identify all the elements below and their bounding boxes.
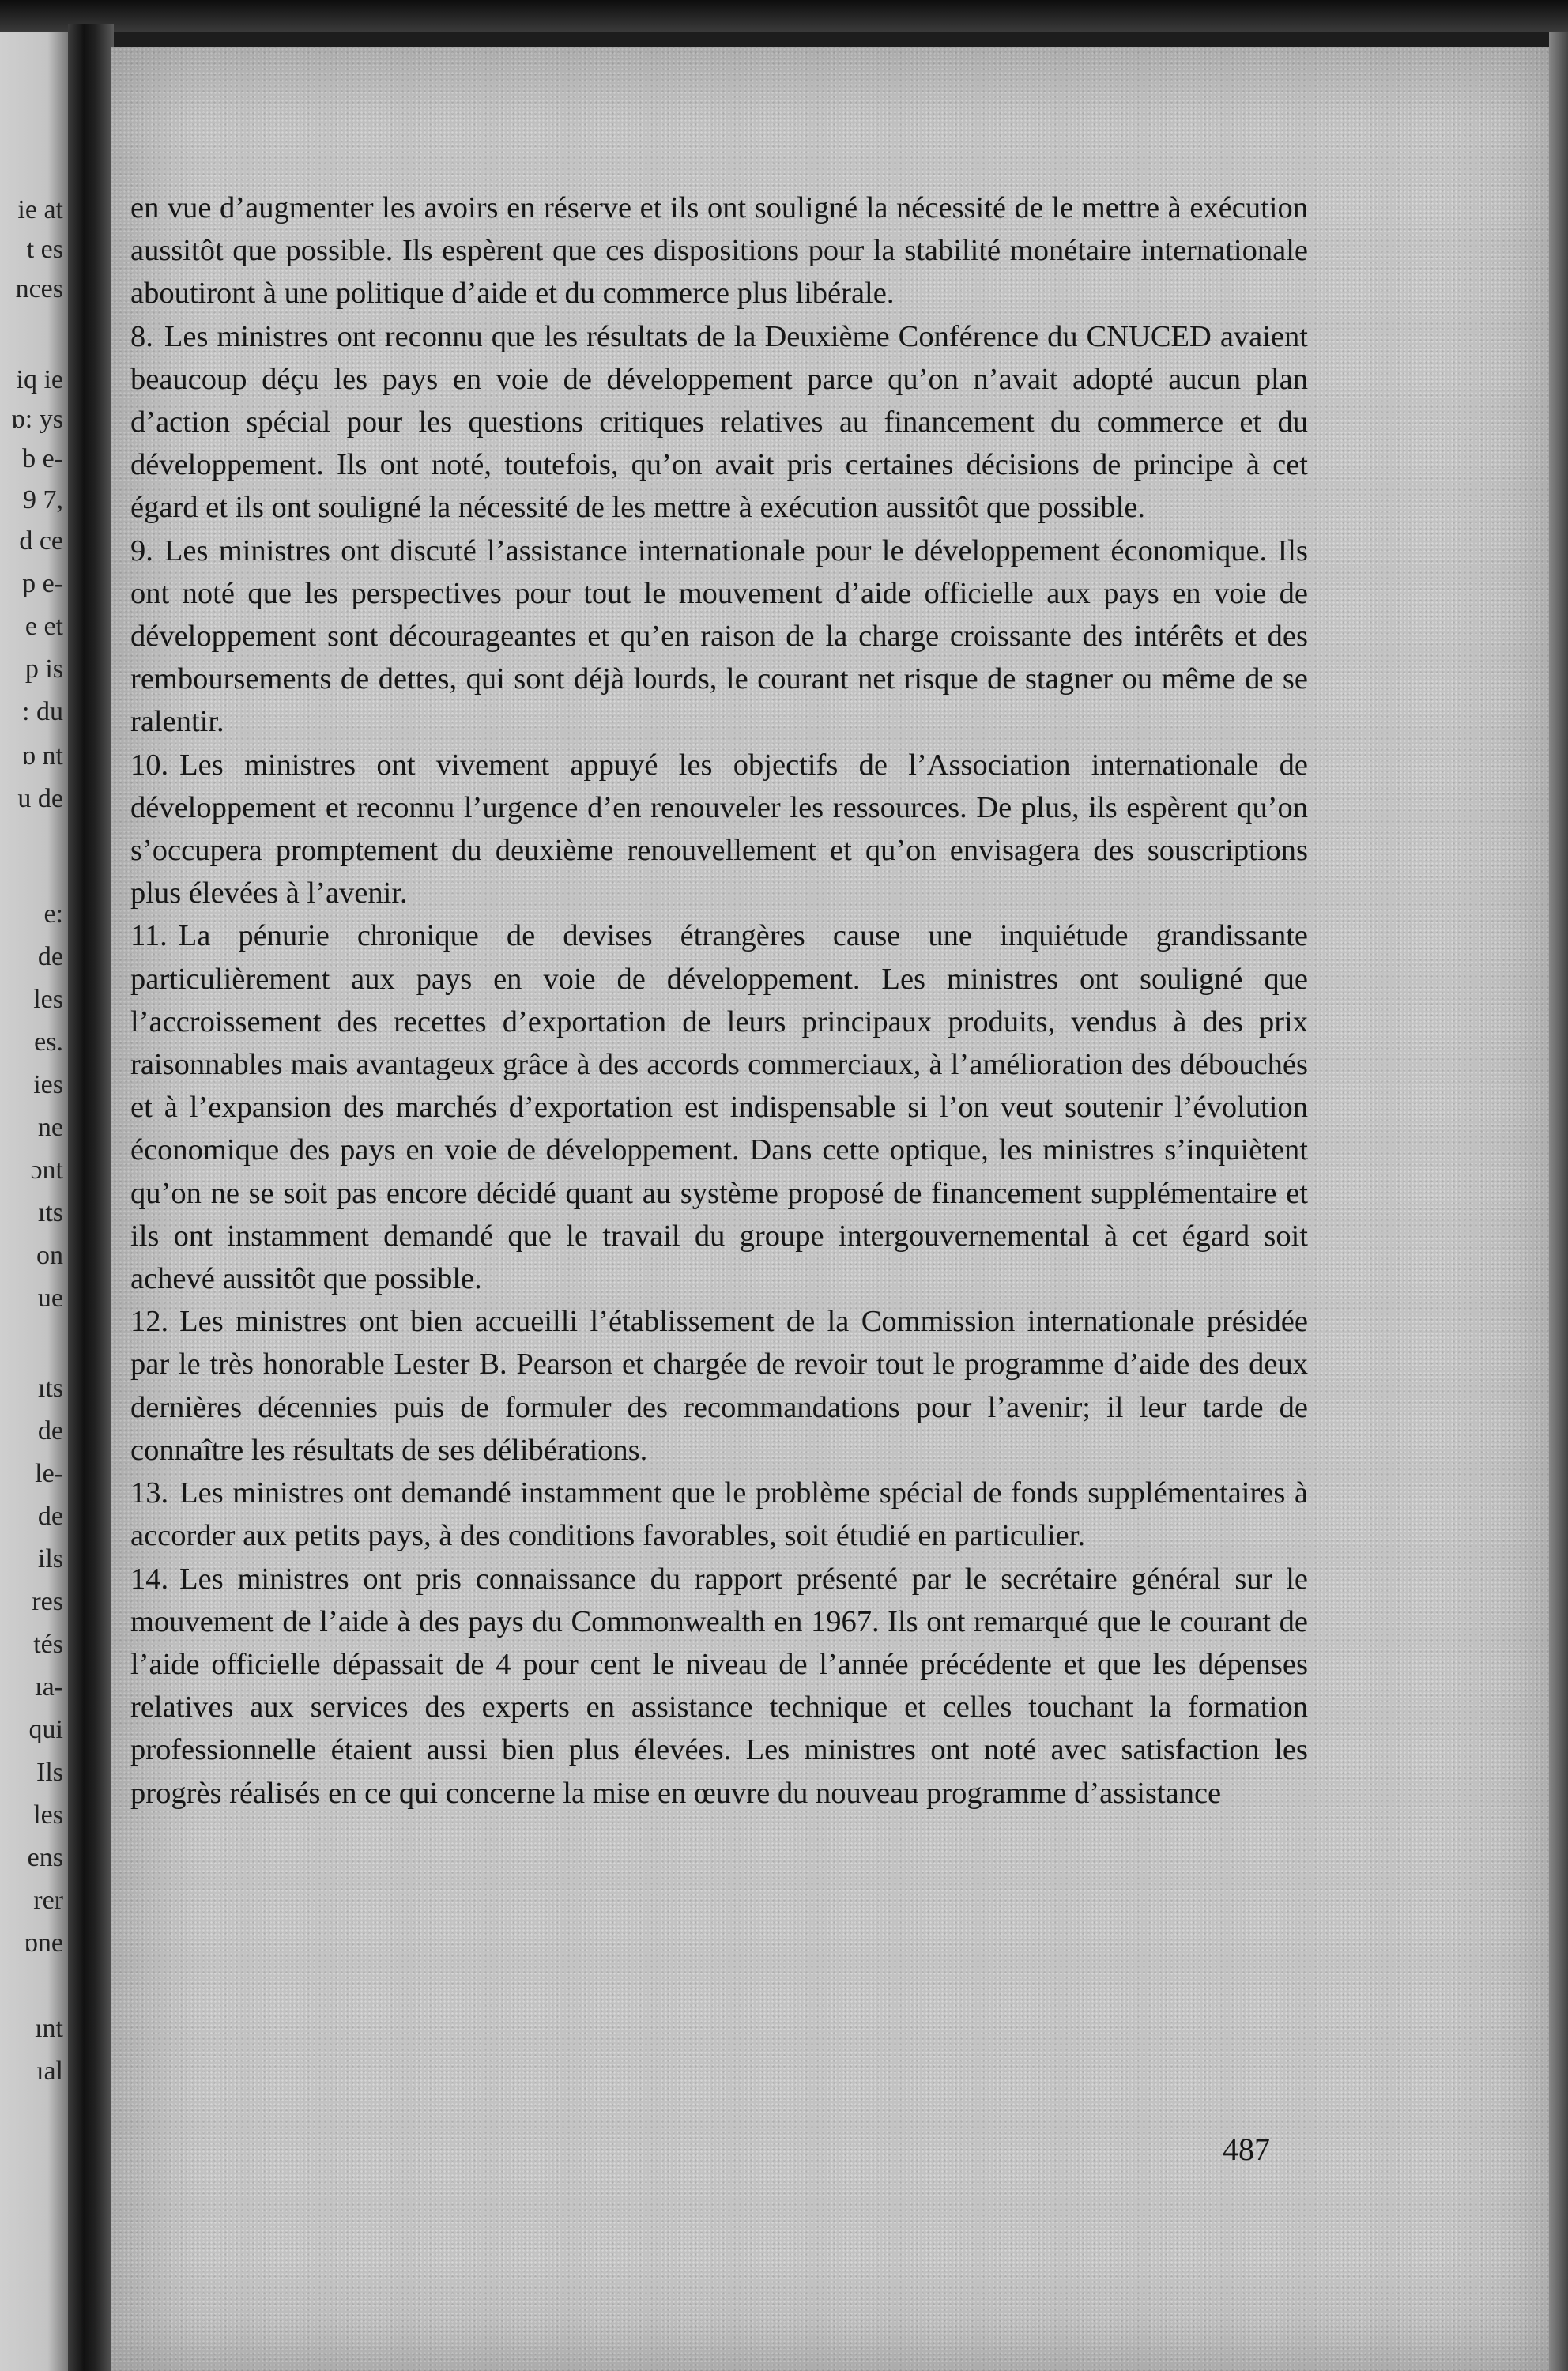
margin-fragment: p e- — [22, 569, 63, 598]
margin-fragment: b e- — [22, 444, 63, 473]
paragraph-13 — [130, 1472, 1308, 1557]
paragraph-11 — [130, 914, 1308, 1300]
paragraph-number: 10. — [130, 748, 169, 782]
page-right-edge — [1549, 32, 1568, 2371]
margin-fragment: res — [32, 1587, 63, 1616]
intro-paragraph: en vue d’augmenter les avoirs en réserve et ils ont souligné la nécessité de le mettre à exécution aussitôt que possible. Ils espèrent que ces dispositions pour la stabilité monétaire internationale aboutiront à une politique d’aide et du commerce plus libérale. — [130, 191, 1308, 311]
margin-fragment: tés — [33, 1630, 63, 1659]
margin-fragment: ie at — [17, 195, 63, 224]
margin-fragment: ils — [37, 1544, 63, 1574]
margin-fragment: : du — [22, 697, 63, 726]
margin-fragment: qui — [28, 1715, 63, 1744]
margin-fragment: nces — [15, 274, 63, 303]
margin-fragment: iq ie — [16, 365, 63, 394]
paragraph-number: 14. — [130, 1562, 169, 1596]
margin-fragment: on — [36, 1241, 63, 1270]
book-page — [111, 47, 1557, 2371]
margin-fragment: e et — [24, 612, 63, 641]
margin-fragment: de — [37, 942, 63, 971]
margin-fragment: ıa- — [35, 1672, 63, 1702]
margin-fragment: ıts — [37, 1198, 63, 1227]
margin-fragment: de — [37, 1416, 63, 1446]
margin-fragment: ɒne — [24, 1928, 63, 1958]
book-gutter — [68, 24, 114, 2371]
page-number: 487 — [1223, 2132, 1270, 2167]
margin-fragment: e: — [43, 899, 63, 929]
paragraph-9 — [130, 530, 1308, 744]
margin-fragment: rer — [33, 1886, 63, 1915]
margin-fragment: u de — [17, 784, 63, 813]
margin-fragment: ne — [37, 1113, 63, 1142]
margin-fragment: Ils — [36, 1758, 63, 1787]
paragraph-number: 12. — [130, 1305, 169, 1339]
paragraph-12 — [130, 1300, 1308, 1472]
margin-fragment: le- — [35, 1459, 63, 1488]
margin-fragment: les — [33, 1800, 63, 1830]
paragraph-number: 13. — [130, 1476, 169, 1510]
paragraph-10 — [130, 744, 1308, 915]
margin-fragment: de — [37, 1502, 63, 1531]
margin-fragment: ue — [37, 1284, 63, 1313]
facing-page-sliver — [0, 32, 68, 2371]
margin-fragment: ɔnt — [30, 1155, 63, 1185]
paragraph-text: La pénurie chronique de devises étrangères cause une inquiétude grandissante particulièrement aux pays en voie de développement. Les ministres ont souligné que l’accroissement des recettes d’exportation de leurs principaux produits, vendus à des prix raisonnables mais avantageux grâce à des accords commerciaux, à l’amélioration des débouchés et à l’expansion des marchés d’exportation est indispensable si l’on veut soutenir l’évolution économique des pays en voie de développement. Dans cette optique, les ministres s’inquiètent qu’on ne se soit pas encore décidé quant au système proposé de financement supplémentaire et ils ont instamment demandé que le travail du groupe intergouvernemental à cet égard soit achevé aussitôt que possible. — [130, 919, 1308, 1296]
margin-fragment: p is — [24, 654, 63, 684]
paragraph-text: Les ministres ont demandé instamment que le problème spécial de fonds supplémentaires à accorder aux petits pays, à des conditions favorables, soit étudié en particulier. — [130, 1476, 1308, 1553]
margin-fragment: es. — [34, 1027, 63, 1057]
paragraph-number: 11. — [130, 919, 168, 953]
page-body — [130, 187, 1308, 1815]
paragraph-number: 9. — [130, 533, 153, 567]
margin-fragment: les — [33, 985, 63, 1014]
margin-fragment: d ce — [19, 526, 63, 556]
paragraph-text: Les ministres ont pris connaissance du rapport présenté par le secrétaire général sur le mouvement de l’aide à des pays du Commonwealth en 1967. Ils ont remarqué que le courant de l’aide officielle dépassait de 4 pour cent le niveau de l’année précédente et que les dépenses relatives aux services des experts en assistance technique et celles touchant la formation professionnelle étaient aussi bien plus élevées. Les ministres ont noté avec satisfaction les progrès réalisés en ce qui concerne la mise en œuvre du nouveau programme d’assistance — [130, 1562, 1308, 1810]
paragraph-text: Les ministres ont reconnu que les résultats de la Deuxième Conférence du CNUCED avaient beaucoup déçu les pays en voie de développement parce qu’on n’avait adopté aucun plan d’action spécial pour les questions critiques relatives au financement du commerce et du développement. Ils ont noté, toutefois, qu’on avait pris certaines décisions de principe à cet égard et ils ont souligné la nécessité de les mettre à exécution aussitôt que possible. — [130, 319, 1308, 525]
margin-fragment: ies — [33, 1070, 63, 1099]
margin-fragment: ɒ nt — [21, 741, 63, 771]
scanner-top-edge — [0, 0, 1568, 32]
margin-fragment: ınt — [35, 2014, 63, 2043]
paragraph-number: 8. — [130, 319, 153, 353]
margin-fragment: ɒ: ys — [11, 405, 63, 434]
paragraph-text: Les ministres ont vivement appuyé les objectifs de l’Association internationale de développement et reconnu l’urgence d’en renouveler les ressources. De plus, ils espèrent qu’on s’occupera promptement du deuxième renouvellement et qu’on envisagera des souscriptions plus élevées à l’avenir. — [130, 748, 1308, 910]
paragraph-14 — [130, 1558, 1308, 1815]
margin-fragment: 9 7, — [23, 485, 63, 515]
paragraph-8 — [130, 315, 1308, 530]
paragraph-text: Les ministres ont bien accueilli l’établissement de la Commission internationale présidée par le très honorable Lester B. Pearson et chargée de revoir tout le programme d’aide des deux dernières décennies puis de formuler des recommandations pour l’avenir; il leur tarde de connaître les résultats de ses délibérations. — [130, 1305, 1308, 1467]
margin-fragment: t es — [26, 235, 63, 264]
margin-fragment: ıal — [36, 2056, 63, 2086]
margin-fragment: ens — [27, 1843, 63, 1872]
margin-fragment: ıts — [37, 1374, 63, 1403]
paragraph-text: Les ministres ont discuté l’assistance internationale pour le développement économique. Ils ont noté que les perspectives pour tout le mouvement d’aide officielle aux pays en voie de développement sont décourageantes et qu’en raison de la charge croissante des intérêts et des remboursements de dettes, qui sont déjà lourds, le courant net risque de stagner ou même de se ralentir. — [130, 533, 1308, 739]
